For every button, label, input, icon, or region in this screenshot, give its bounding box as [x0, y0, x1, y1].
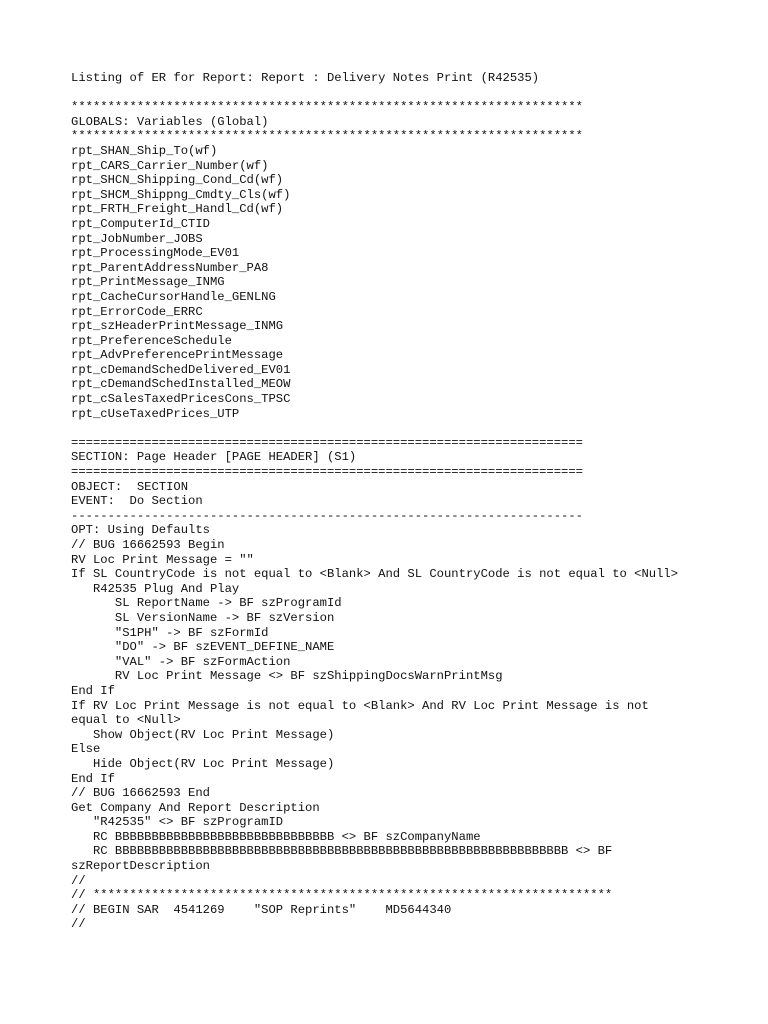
- blank-line: [71, 421, 761, 436]
- code-line: "S1PH" -> BF szFormId: [71, 625, 269, 640]
- code-line: //: [71, 873, 86, 888]
- code-line: Else: [71, 742, 101, 757]
- global-variable: rpt_cDemandSchedInstalled_MEOW: [71, 377, 291, 392]
- global-variable: rpt_SHAN_Ship_To(wf): [71, 143, 218, 158]
- global-variable: rpt_cUseTaxedPrices_UTP: [71, 406, 240, 421]
- code-line: "VAL" -> BF szFormAction: [71, 654, 291, 669]
- globals-border-bottom: **********************************************************************: [71, 129, 583, 144]
- code-line: End If: [71, 683, 115, 698]
- global-variable: rpt_cSalesTaxedPricesCons_TPSC: [71, 392, 291, 407]
- code-line: OPT: Using Defaults: [71, 523, 210, 538]
- global-variable: rpt_PreferenceSchedule: [71, 333, 232, 348]
- global-variable: rpt_ComputerId_CTID: [71, 216, 210, 231]
- global-variable: rpt_szHeaderPrintMessage_INMG: [71, 319, 284, 334]
- report-listing: [71, 71, 761, 932]
- global-variable: rpt_SHCN_Shipping_Cond_Cd(wf): [71, 173, 284, 188]
- global-variable: rpt_ParentAddressNumber_PA8: [71, 260, 269, 275]
- code-line: Show Object(RV Loc Print Message): [71, 727, 335, 742]
- code-line: //: [71, 917, 86, 932]
- global-variable-list: [71, 144, 761, 421]
- globals-border-top: **********************************************************************: [71, 100, 583, 115]
- globals-heading: GLOBALS: Variables (Global): [71, 114, 269, 129]
- code-line: equal to <Null>: [71, 713, 181, 728]
- code-line: If SL CountryCode is not equal to <Blank> And SL CountryCode is not equal to <Null>: [71, 567, 679, 582]
- code-line: "DO" -> BF szEVENT_DEFINE_NAME: [71, 640, 335, 655]
- event-line: EVENT: Do Section: [71, 494, 203, 509]
- global-variable: rpt_ProcessingMode_EV01: [71, 246, 240, 261]
- code-line: Get Company And Report Description: [71, 800, 320, 815]
- code-line: // ***********************************************************************: [71, 888, 613, 903]
- global-variable: rpt_FRTH_Freight_Handl_Cd(wf): [71, 202, 284, 217]
- global-variable: rpt_CacheCursorHandle_GENLNG: [71, 289, 276, 304]
- section-border-top: ======================================================================: [71, 435, 583, 450]
- global-variable: rpt_ErrorCode_ERRC: [71, 304, 203, 319]
- code-line: // BUG 16662593 End: [71, 786, 210, 801]
- global-variable: rpt_PrintMessage_INMG: [71, 275, 225, 290]
- code-line: If RV Loc Print Message is not equal to <Blank> And RV Loc Print Message is not: [71, 698, 649, 713]
- global-variable: rpt_JobNumber_JOBS: [71, 231, 203, 246]
- code-line: szReportDescription: [71, 859, 210, 874]
- event-rule-code: [71, 523, 761, 932]
- global-variable: rpt_SHCM_Shippng_Cmdty_Cls(wf): [71, 187, 291, 202]
- code-line: SL VersionName -> BF szVersion: [71, 610, 335, 625]
- code-line: // BUG 16662593 Begin: [71, 538, 225, 552]
- listing-title: Listing of ER for Report: Report : Delivery Notes Print (R42535): [71, 71, 540, 85]
- global-variable: rpt_CARS_Carrier_Number(wf): [71, 158, 269, 173]
- object-line: OBJECT: SECTION: [71, 479, 189, 494]
- code-line: End If: [71, 771, 115, 786]
- dash-separator: ----------------------------------------------------------------------: [71, 508, 583, 523]
- code-line: RC BBBBBBBBBBBBBBBBBBBBBBBBBBBBBBBBBBBBBBBBBBBBBBBBBBBBBBBBBBBBBB <> BF: [71, 844, 613, 859]
- code-line: SL ReportName -> BF szProgramId: [71, 596, 342, 611]
- section-heading: SECTION: Page Header [PAGE HEADER] (S1): [71, 450, 357, 465]
- code-line: RV Loc Print Message = "": [71, 552, 254, 567]
- section-border-bottom: ======================================================================: [71, 465, 583, 480]
- global-variable: rpt_cDemandSchedDelivered_EV01: [71, 362, 291, 377]
- code-line: RV Loc Print Message <> BF szShippingDocsWarnPrintMsg: [71, 669, 503, 684]
- code-line: Hide Object(RV Loc Print Message): [71, 756, 335, 771]
- code-line: "R42535" <> BF szProgramID: [71, 815, 284, 830]
- code-line: // BEGIN SAR 4541269 "SOP Reprints" MD5644340: [71, 902, 452, 917]
- code-line: RC BBBBBBBBBBBBBBBBBBBBBBBBBBBBBB <> BF szCompanyName: [71, 829, 481, 844]
- global-variable: rpt_AdvPreferencePrintMessage: [71, 348, 284, 363]
- blank-line: [71, 86, 761, 101]
- code-line: R42535 Plug And Play: [71, 581, 240, 596]
